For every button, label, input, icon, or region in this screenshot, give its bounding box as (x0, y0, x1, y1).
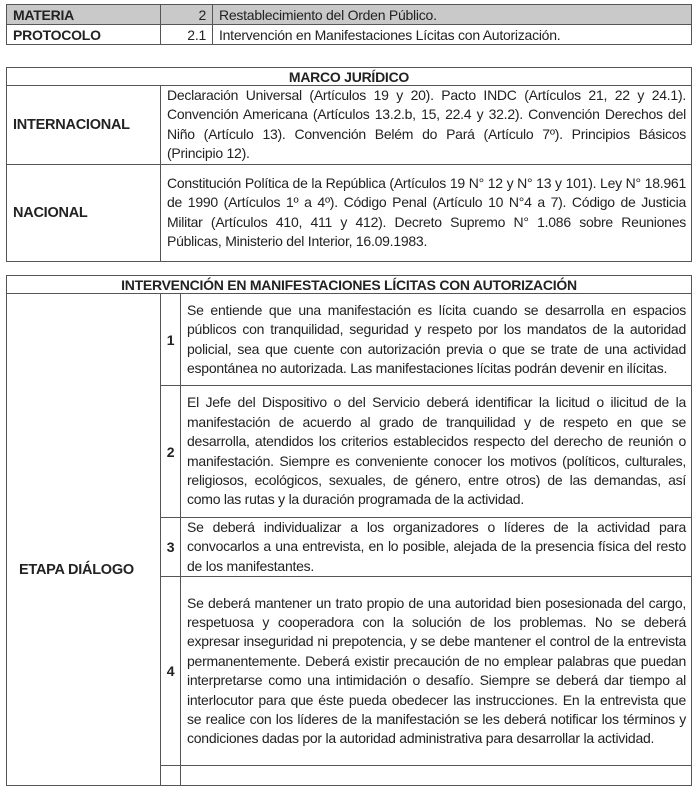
item-text: Se deberá mantener un trato propio de una autoridad bien posesionada del cargo, respetuosa y cooperadora con la solución de los problemas. No se deberá expresar inseguridad ni prepotencia, y se debe mantener el control de la entrevista permanentemente. Deberá existir precaución de no emplear palabras que puedan interpretarse como una intimidación o desafío. Siempre se deberá dar tiempo al interlocutor para que éste pueda obedecer las instrucciones. En la entrevista que se realice con los líderes de la manifestación se les deberá notificar los términos y condiciones dadas por la autoridad administrativa para desarrollar la actividad. (181, 577, 692, 766)
nacional-text: Constitución Política de la República (Artículos 19 N° 12 y N° 13 y 101). Ley N° 18.961 de 1990 (Artículos 1º a 4º). Código Penal (Artículo 10 N°4 a 7). Código de Justicia Militar (Artículos 410, 411 y 412). Decreto Supremo N° 1.086 sobre Reuniones Públicas, Ministerio del Interior, 16.09.1983. (161, 164, 692, 261)
materia-row (7, 5, 692, 25)
internacional-label: INTERNACIONAL (7, 86, 161, 165)
item-number: 4 (161, 577, 181, 766)
marco-juridico-title: MARCO JURÍDICO (7, 68, 692, 86)
header-table (6, 4, 692, 45)
item-number: 2 (161, 386, 181, 518)
protocolo-text: Intervención en Manifestaciones Lícitas con Autorización. (213, 25, 692, 45)
nacional-label: NACIONAL (7, 164, 161, 261)
item-text: Se deberá individualizar a los organizadores o líderes de la actividad para convocarlos a una entrevista, en lo posible, alejada de la presencia física del resto de los manifestantes. (181, 518, 692, 577)
item-number: 3 (161, 518, 181, 577)
intervencion-title: INTERVENCIÓN EN MANIFESTACIONES LÍCITAS CON AUTORIZACIÓN (7, 276, 692, 294)
item-row (7, 294, 692, 386)
nacional-row (7, 164, 692, 261)
item-text: El Jefe del Dispositivo o del Servicio deberá identificar la licitud o ilicitud de la manifestación de acuerdo al grado de tranquilidad y de respeto en que se desarrolla, atendidos los criterios establecidos respecto del derecho de reunión o manifestación. Siempre es conveniente conocer los motivos (políticos, culturales, religiosos, ecológicos, sexuales, de género, entre otros) de las demandas, así como las rutas y la duración programada de la actividad. (181, 386, 692, 518)
internacional-row (7, 86, 692, 165)
stage-label: ETAPA DIÁLOGO (7, 294, 161, 786)
item-text: Se entiende que una manifestación es lícita cuando se desarrolla en espacios públicos con tranquilidad, seguridad y respeto por los mandatos de la autoridad policial, sea que cuente con autorización previa o que se trate de una actividad espontánea no autorizada. Las manifestaciones lícitas podrán devenir en ilícitas. (181, 294, 692, 386)
protocolo-number: 2.1 (161, 25, 213, 45)
materia-label: MATERIA (7, 5, 161, 25)
item-number: 1 (161, 294, 181, 386)
materia-text: Restablecimiento del Orden Público. (213, 5, 692, 25)
protocolo-row (7, 25, 692, 45)
marco-juridico-table (6, 67, 692, 262)
internacional-text: Declaración Universal (Artículos 19 y 20). Pacto INDC (Artículos 21, 22 y 24.1). Convención Americana (Artículos 13.2.b, 15, 22.4 y 32.2). Convención Derechos del Niño (Artículo 13). Convención Belém do Pará (Artículo 7º). Principios Básicos (Principio 12). (161, 86, 692, 165)
protocolo-label: PROTOCOLO (7, 25, 161, 45)
intervencion-table (6, 275, 692, 786)
materia-number: 2 (161, 5, 213, 25)
